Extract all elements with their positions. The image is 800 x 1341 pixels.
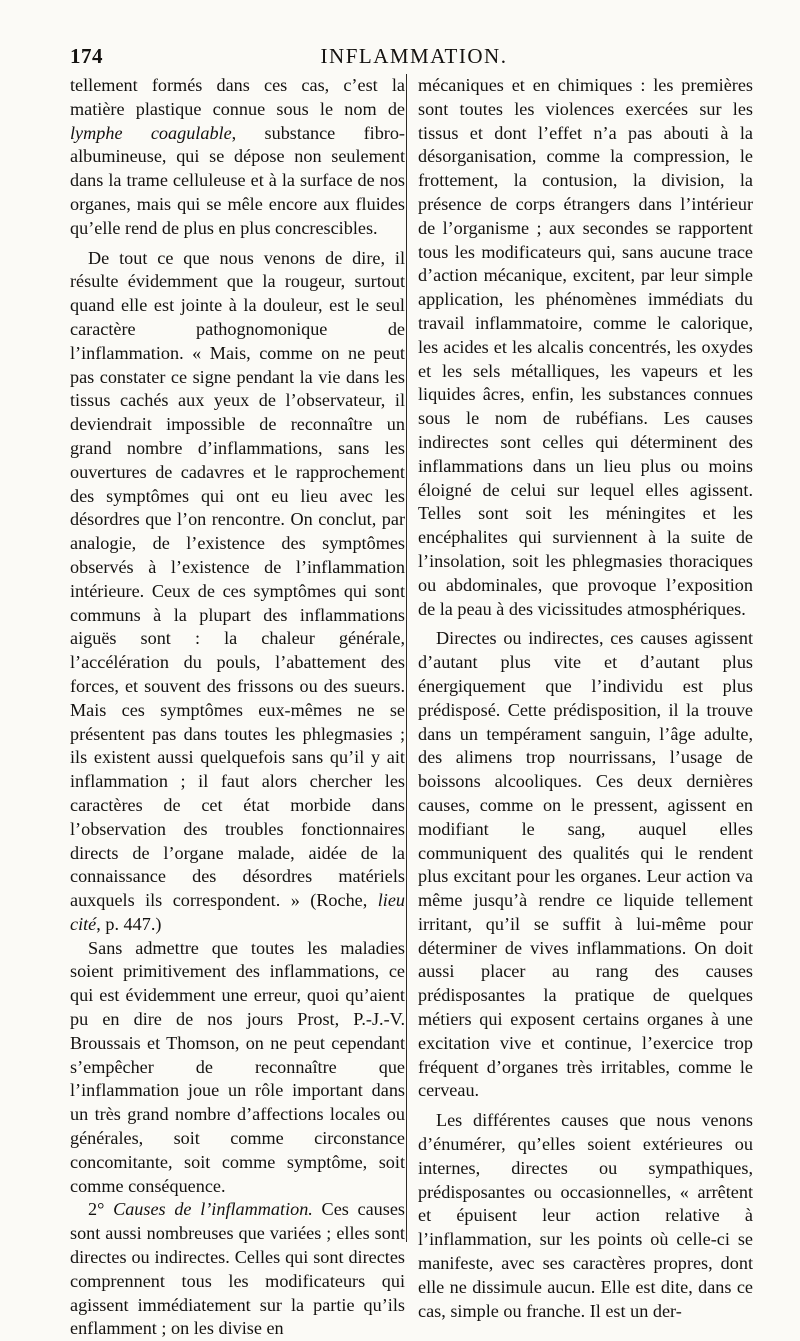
paragraph-differentes-causes: Les différentes causes que nous venons d’énumérer, qu’elles soient extérieures ou internes, directes ou sympathiques, prédisposantes ou occasionnelles, « arrêtent et épuisent leur action relative à l’inflammation, sur les points où celle-ci se manifeste, avec ses caractères propres, dont elle ne dissimule aucun. Elle est dite, dans ce cas, simple ou franche. Il est un der- [418,1110,753,1321]
paragraph-lymphe: tellement formés dans ces cas, c’est la matière plastique connue sous le nom de lymphe coagulable, substance fibro-albumineuse, qui se dépose non seulement dans la trame celluleuse et à la surface de nos organes, mais qui se mêle encore aux fluides qu’elle rend de plus en plus concrescibles. [70,75,405,238]
left-column [70,74,405,1341]
paragraph-mecaniques: mécaniques et en chimiques : les premières sont toutes les violences exercées sur les tissus et dont l’effet n’a pas abouti à la désorganisation, comme la compression, le frottement, la contusion, la division, la présence de corps étrangers dans l’intérieur de l’organisme ; aux secondes se rapportent tous les modificateurs qui, sans aucune trace d’action mécanique, excitent, par leur simple application, les phénomènes immédiats du travail inflammatoire, comme le calorique, les acides et les alcalis concentrés, les oxydes et les sels métalliques, les vapeurs et les liquides âcres, enfin, les substances connues sous le nom de rubéfians. Les causes indirectes sont celles qui déterminent des inflammations dans un lieu plus ou moins éloigné de celui sur lequel elles agissent. Telles sont soit les méningites et les encéphalites qui surviennent à la suite de l’insolation, soit les phlegmasies thoraciques ou abdominales, que provoque l’exposition de la peau à des vicissitudes atmosphériques. [418,75,753,619]
paragraph-causes-heading: 2° Causes de l’inflammation. Ces causes sont aussi nombreuses que variées ; elles sont directes ou indirectes. Celles qui sont directes comprennent tous les modificateurs qui agissent immédiatement sur la partie qu’ils enflamment ; on les divise en [70,1199,406,1339]
italic-term: lymphe coagulable [70,122,232,143]
paragraph-maladies: Sans admettre que toutes les maladies soient primitivement des inflammations, ce qui est évidemment une erreur, quoi qu’aient pu en dire de nos jours Prost, P.-J.-V. Broussais et Thomson, on ne peut cependant s’empêcher de reconnaître que l’inflammation joue un rôle important dans un très grand nombre d’affections locales ou générales, soit comme circonstance concomitante, soit comme symptôme, soit comme conséquence. [70,937,405,1196]
column-divider [406,74,407,1242]
right-column [418,74,753,1323]
page-header [68,44,760,72]
paragraph-predisposition: Directes ou indirectes, ces causes agissent d’autant plus vite et d’autant plus énergiquement que l’individu est plus prédisposé. Cette prédisposition, il la trouve dans un tempérament sanguin, l’âge adulte, des alimens trop nourrissans, l’usage de boissons alcooliques. Ces deux dernières causes, comme on le pressent, agissent en modifiant le sang, auquel elles communiquent des qualités qui le rendent plus excitant pour les organes. Leur action va même jusqu’à rendre ce liquide tellement irritant, qu’il se suffit à lui-même pour déterminer de vives inflammations. On doit aussi placer au rang des causes prédisposantes la pratique de quelques métiers qui exposent certains organes à une excitation vive et continue, l’exercice trop fréquent d’organes très irritables, comme le cerveau. [418,628,753,1101]
paragraph-rougeur: De tout ce que nous venons de dire, il résulte évidemment que la rougeur, surtout quand elle est jointe à la douleur, est le seul caractère pathognomonique de l’inflammation. « Mais, comme on ne peut pas constater ce signe pendant la vie dans les tissus cachés aux yeux de l’observateur, il deviendrait impossible de reconnaître un grand nombre d’inflammations, sans les ouvertures de cadavres et le rapprochement des symptômes qui ont eu lieu avec les désordres que l’on rencontre. On conclut, par analogie, de l’existence des symptômes observés à l’existence de l’inflammation intérieure. Ceux de ces symptômes qui sont communs à la plupart des inflammations aiguës sont : la chaleur générale, l’accélération du pouls, l’abattement des forces, et souvent des frissons ou des sueurs. Mais ces symptômes eux-mêmes ne se présentent pas dans toutes les phlegmasies ; ils existent aussi quelquefois sans qu’il y ait inflammation ; il faut alors chercher les caractères de cet état morbide dans l’observation des troubles fonctionnaires directs de l’organe malade, aidée de la connaissance des désordres matériels auxquels ils correspondent. » (Roche, lieu cité, p. 447.) [70,247,405,934]
italic-citation: lieu cité [70,890,405,934]
running-title: INFLAMMATION. [320,44,508,68]
section-heading: Causes de l’inflammation. [113,1199,313,1220]
page-number: 174 [70,44,103,68]
